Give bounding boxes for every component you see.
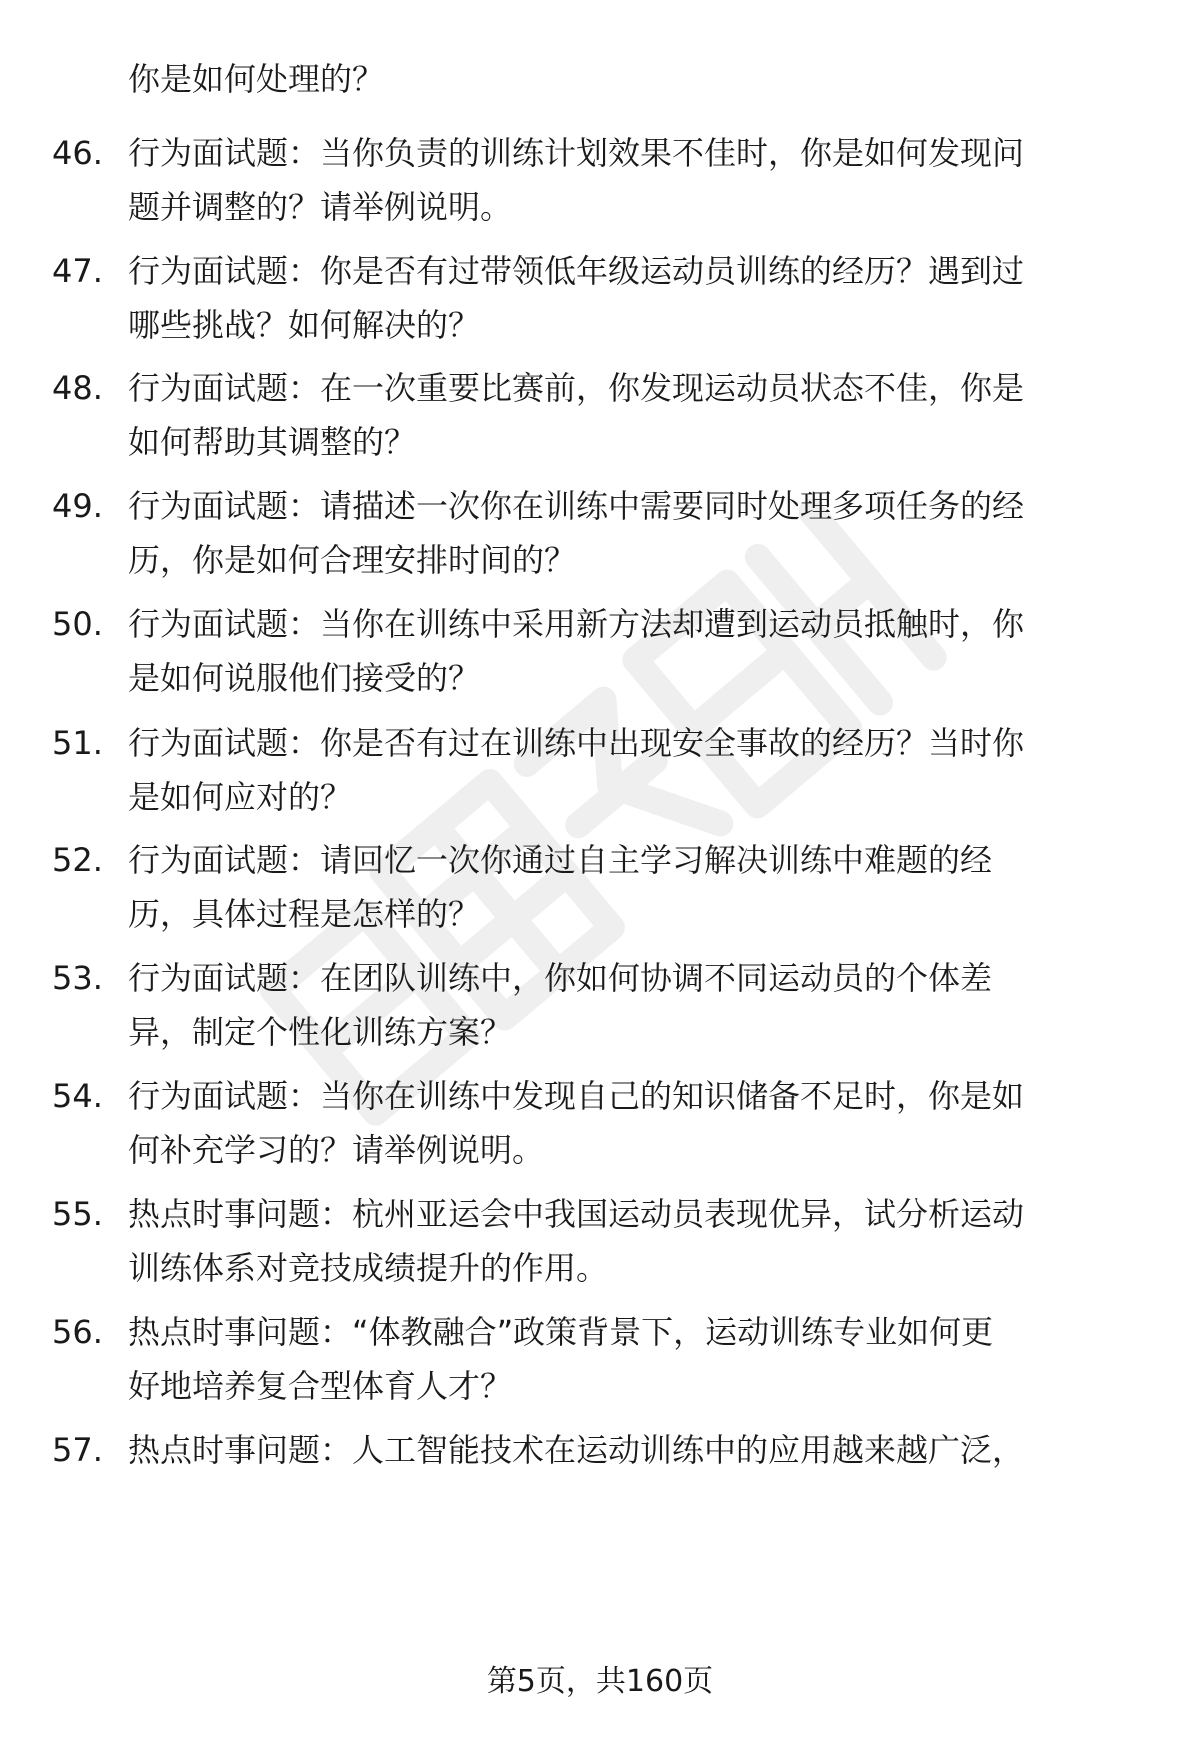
question-text-line: 行为面试题：你是否有过带领低年级运动员训练的经历？遇到过 — [128, 252, 1025, 290]
page-number-footer: 第5页，共160页 — [486, 1664, 714, 1699]
question-text-line: 题并调整的？请举例说明。 — [128, 188, 513, 226]
question-text-line: 行为面试题：你是否有过在训练中出现安全事故的经历？当时你 — [128, 724, 1025, 762]
question-text-line: 行为面试题：请回忆一次你通过自主学习解决训练中难题的经 — [128, 841, 993, 879]
question-text-line: 好地培养复合型体育人才？ — [128, 1367, 513, 1405]
question-text-line: 异，制定个性化训练方案？ — [128, 1013, 513, 1051]
question-text-line: 行为面试题：请描述一次你在训练中需要同时处理多项任务的经 — [128, 487, 1025, 525]
question-text-line: 历，具体过程是怎样的？ — [128, 895, 481, 933]
question-text-line: 行为面试题：在团队训练中，你如何协调不同运动员的个体差 — [128, 959, 993, 997]
question-number: 48. — [52, 369, 103, 407]
question-text-line: 历，你是如何合理安排时间的？ — [128, 541, 577, 579]
question-number: 47. — [52, 252, 103, 290]
question-number: 53. — [52, 959, 103, 997]
question-text-line: 热点时事问题：杭州亚运会中我国运动员表现优异，试分析运动 — [128, 1195, 1025, 1233]
question-text-line: 行为面试题：在一次重要比赛前，你发现运动员状态不佳，你是 — [128, 369, 1025, 407]
question-number: 54. — [52, 1077, 103, 1115]
question-number: 55. — [52, 1195, 103, 1233]
question-text-line: 行为面试题：当你在训练中采用新方法却遭到运动员抵触时，你 — [128, 605, 1025, 643]
question-number: 49. — [52, 487, 103, 525]
question-text-line: 行为面试题：当你在训练中发现自己的知识储备不足时，你是如 — [128, 1077, 1025, 1115]
question-text-line: 如何帮助其调整的？ — [128, 423, 417, 461]
question-text-line: 哪些挑战？如何解决的？ — [128, 306, 481, 344]
question-number: 57. — [52, 1431, 103, 1469]
question-number: 51. — [52, 724, 103, 762]
question-continuation-text: 你是如何处理的？ — [128, 60, 385, 98]
question-text-line: 热点时事问题：人工智能技术在运动训练中的应用越来越广泛， — [128, 1431, 1025, 1469]
question-number: 50. — [52, 605, 103, 643]
question-number: 56. — [52, 1313, 103, 1351]
question-text-line: 训练体系对竞技成绩提升的作用。 — [128, 1249, 609, 1287]
question-text-line: 是如何说服他们接受的？ — [128, 659, 481, 697]
question-number: 52. — [52, 841, 103, 879]
question-text-line: 行为面试题：当你负责的训练计划效果不佳时，你是如何发现问 — [128, 134, 1025, 172]
question-text-line: 热点时事问题：“体教融合”政策背景下，运动训练专业如何更 — [128, 1313, 994, 1351]
question-text-line: 是如何应对的？ — [128, 778, 353, 816]
question-number: 46. — [52, 134, 103, 172]
question-text-line: 何补充学习的？请举例说明。 — [128, 1131, 545, 1169]
